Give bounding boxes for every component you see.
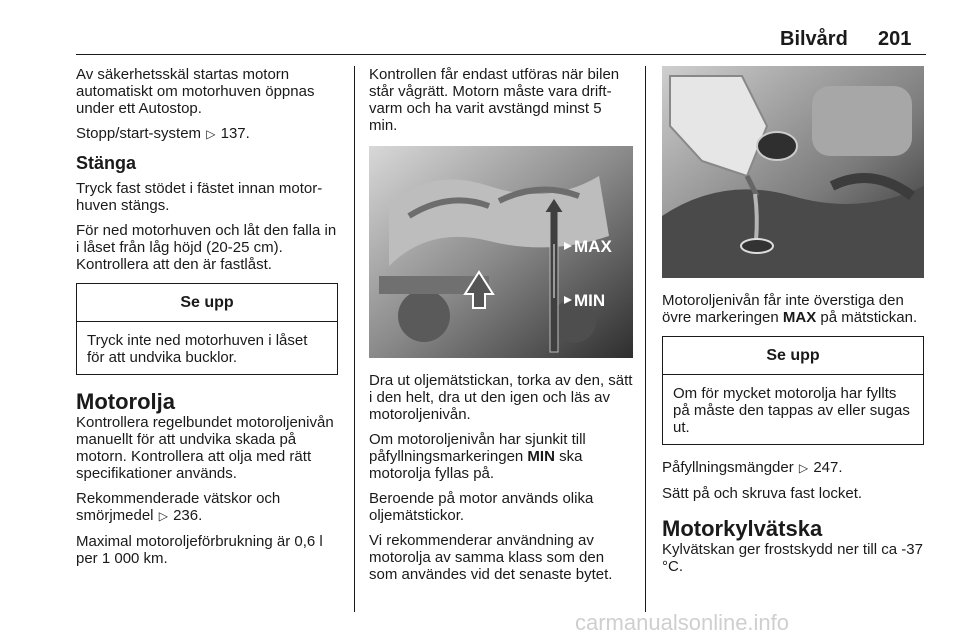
page-header-title: Bilvård (780, 28, 848, 50)
oil-filling-illustration (662, 66, 924, 278)
watermark: carmanualsonline.info (575, 610, 790, 635)
page-reference-icon: ▷ (206, 127, 216, 141)
caution-box-2 (662, 336, 924, 445)
reference-text: Rekommenderade vätskor och smörjmedel (76, 490, 281, 524)
column-divider-2 (645, 66, 646, 612)
oil-recommendation-paragraph: Vi rekommenderar användning av motorolja av samma klass som den som användes vid det senaste bytet. (369, 532, 613, 583)
column-3 (662, 66, 924, 583)
autostop-paragraph: Av säkerhetsskäl startas motorn automatiskt om motorhuven öppnas under ett Autostop. (76, 66, 315, 117)
fluids-reference[interactable] (76, 490, 338, 525)
stanga-paragraph-1: Tryck fast stödet i fästet innan motorhuven stängs. (76, 180, 323, 214)
reference-page: 137. (220, 125, 250, 142)
text-span: Motoroljenivån får inte överstiga den övre markeringen (662, 292, 904, 326)
heading-motorkylvatska: Motorkylvätska (662, 516, 823, 541)
reference-page: 247. (813, 459, 843, 476)
text-span: Om motoroljenivån har sjunkit till påfyllningsmarkeringen (369, 431, 586, 465)
page-reference-icon: ▷ (158, 509, 168, 523)
column-1 (76, 66, 338, 575)
reference-text: Påfyllningsmängder (662, 459, 798, 476)
engine-dipstick-illustration (369, 146, 633, 358)
check-conditions-paragraph: Kontrollen får endast utföras när bilen står vågrätt. Motorn måste vara driftvarm och ha varit avstängd minst 5 min. (369, 66, 620, 134)
stopstart-reference[interactable] (76, 125, 338, 143)
heading-motorolja: Motorolja (76, 389, 175, 414)
min-mark: MIN (527, 448, 555, 465)
caution-body: Tryck inte ned motorhuven i låset för att undvika bucklor. (87, 332, 308, 366)
column-2 (369, 66, 633, 591)
oil-filling-figure (662, 66, 924, 278)
max-label: MAX (574, 237, 612, 256)
stanga-paragraph-2: För ned motorhuven och låt den falla in i låset från låg höjd (20-25 cm). Kontrollera att den är fastlåst. (76, 222, 337, 273)
caution-title: Se upp (663, 337, 923, 375)
dipstick-variants-paragraph: Beroende på motor används olika oljemätstickor. (369, 490, 594, 524)
header-rule (76, 54, 926, 55)
heading-stanga: Stänga (76, 153, 137, 173)
text-span: på mätstickan. (816, 309, 918, 326)
max-level-paragraph (662, 292, 924, 326)
page-reference-icon: ▷ (798, 461, 809, 475)
text-span: ska motorolja fyllas på. (369, 448, 583, 482)
coolant-paragraph: Kylvätskan ger frostskydd ner till ca -37 °C. (662, 541, 923, 575)
caution-box-1 (76, 283, 338, 375)
min-label: MIN (574, 291, 606, 310)
max-mark: MAX (782, 309, 817, 326)
page-number: 201 (878, 28, 912, 50)
reference-page: 236. (173, 507, 203, 524)
caution-body: Om för mycket motorolja har fyllts på måste den tappas av eller sugas ut. (673, 385, 910, 436)
dipstick-figure (369, 146, 633, 358)
dipstick-paragraph: Dra ut oljemätstickan, torka av den, sätt i den helt, dra ut den igen och läs av motoroljenivån. (369, 372, 633, 423)
capacities-reference[interactable] (662, 459, 924, 477)
cap-paragraph: Sätt på och skruva fast locket. (662, 485, 863, 502)
oil-consumption-paragraph: Maximal motoroljeförbrukning är 0,6 l per 1 000 km. (76, 533, 323, 567)
motorolja-paragraph-1: Kontrollera regelbundet motoroljenivån manuellt för att undvika skada på motorn. Kontrollera att olja med rätt specifikationer används. (76, 414, 334, 482)
min-level-paragraph (369, 431, 633, 482)
caution-title: Se upp (77, 284, 337, 322)
column-divider-1 (354, 66, 355, 612)
reference-text: Stopp/start-system (76, 125, 206, 142)
